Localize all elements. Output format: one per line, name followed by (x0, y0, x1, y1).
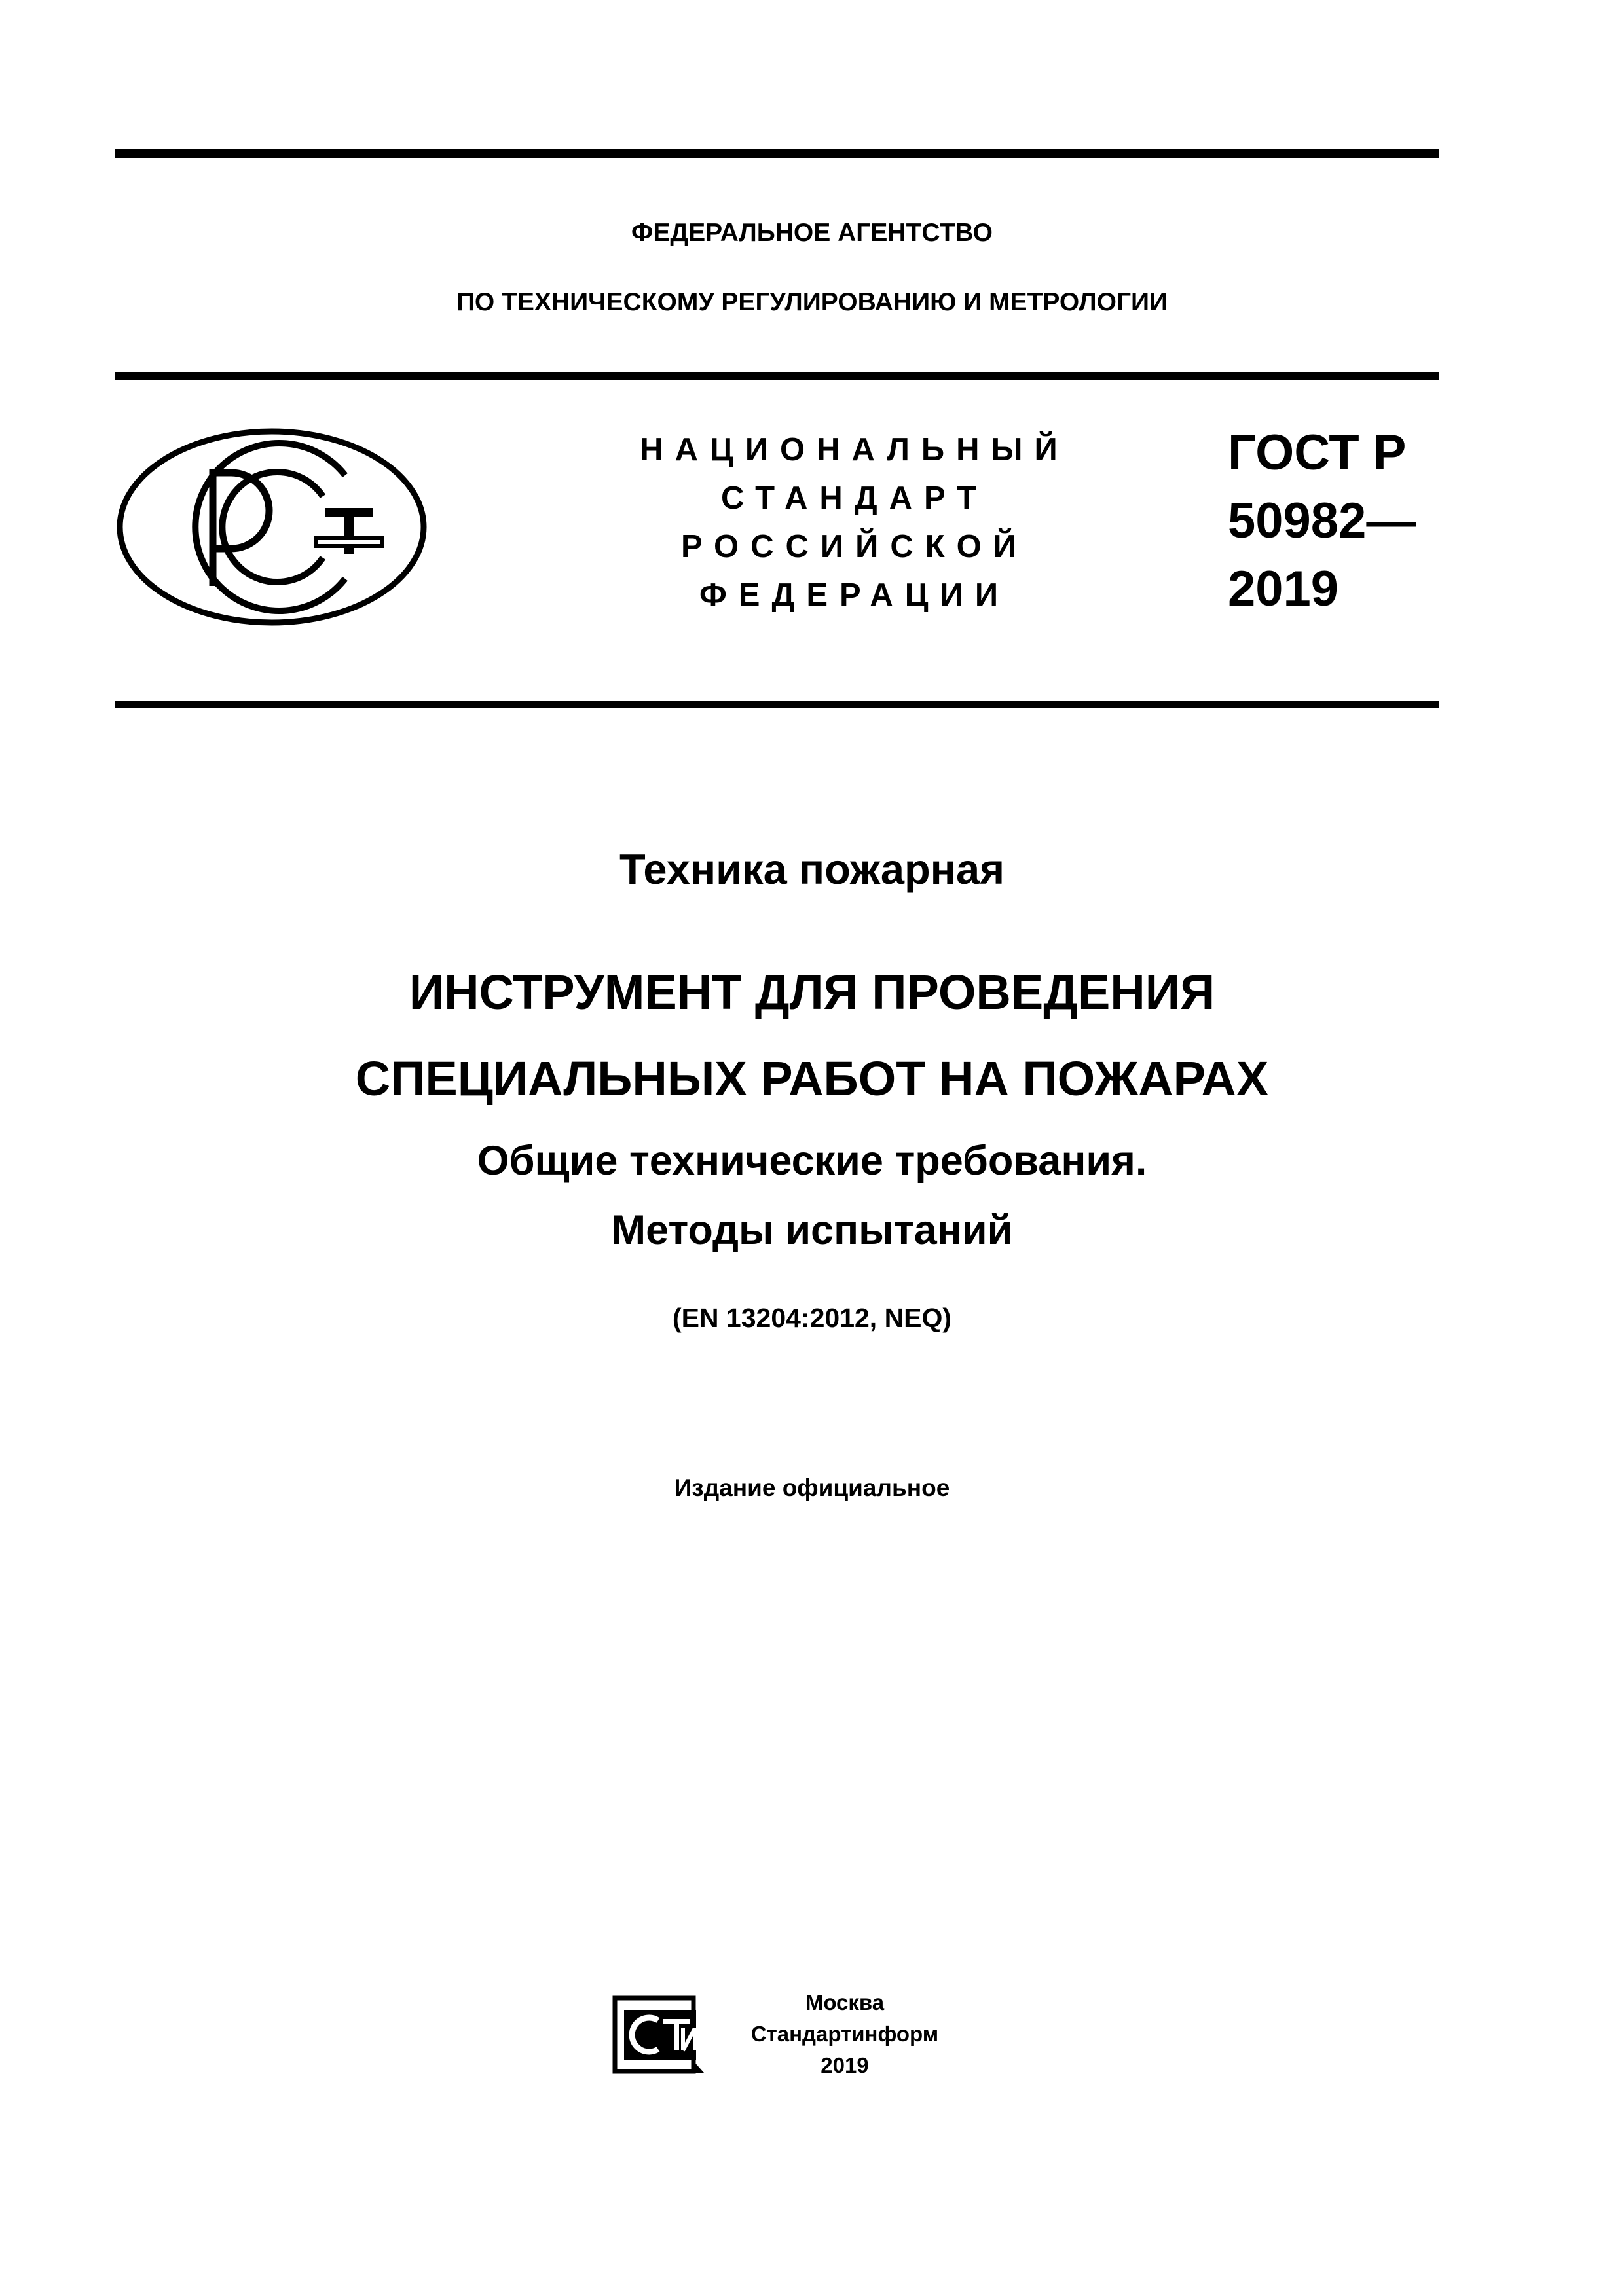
gost-line: 50982— (1228, 493, 1416, 549)
international-equivalence: (EN 13204:2012, NEQ) (672, 1303, 952, 1333)
rst-certification-logo-icon (115, 426, 429, 629)
publication-year: 2019 (821, 2053, 869, 2077)
title-line: ИНСТРУМЕНТ ДЛЯ ПРОВЕДЕНИЯ (409, 965, 1215, 1019)
national-line: СТАНДАРТ (720, 481, 989, 516)
header-divider (115, 372, 1439, 380)
national-line: НАЦИОНАЛЬНЫЙ (640, 432, 1069, 467)
document-subtitle (0, 1126, 1624, 1265)
edition-label: Издание официальное (674, 1474, 950, 1501)
document-title (0, 949, 1624, 1122)
publisher-imprint (733, 1987, 956, 2081)
subtitle-line: Методы испытаний (611, 1207, 1013, 1253)
national-line: РОССИЙСКОЙ (681, 529, 1028, 564)
gost-designation (1228, 419, 1503, 623)
publisher-name: Стандартинформ (750, 2022, 939, 2046)
agency-name-line-2: ПО ТЕХНИЧЕСКОМУ РЕГУЛИРОВАНИЮ И МЕТРОЛОГИИ (456, 288, 1168, 316)
document-category: Техника пожарная (619, 845, 1005, 893)
subtitle-line: Общие технические требования. (477, 1138, 1147, 1184)
top-rule (115, 149, 1439, 158)
standartinform-logo-icon (612, 1995, 707, 2074)
gost-line: 2019 (1228, 561, 1339, 617)
national-line: ФЕДЕРАЦИИ (699, 577, 1010, 613)
agency-name-line-1: ФЕДЕРАЛЬНОЕ АГЕНТСТВО (631, 219, 993, 247)
gost-line: ГОСТ Р (1228, 425, 1407, 481)
standard-block-divider (115, 701, 1439, 708)
national-standard-heading (511, 426, 1198, 619)
publisher-city: Москва (805, 1990, 885, 2014)
title-line: СПЕЦИАЛЬНЫХ РАБОТ НА ПОЖАРАХ (355, 1051, 1269, 1106)
